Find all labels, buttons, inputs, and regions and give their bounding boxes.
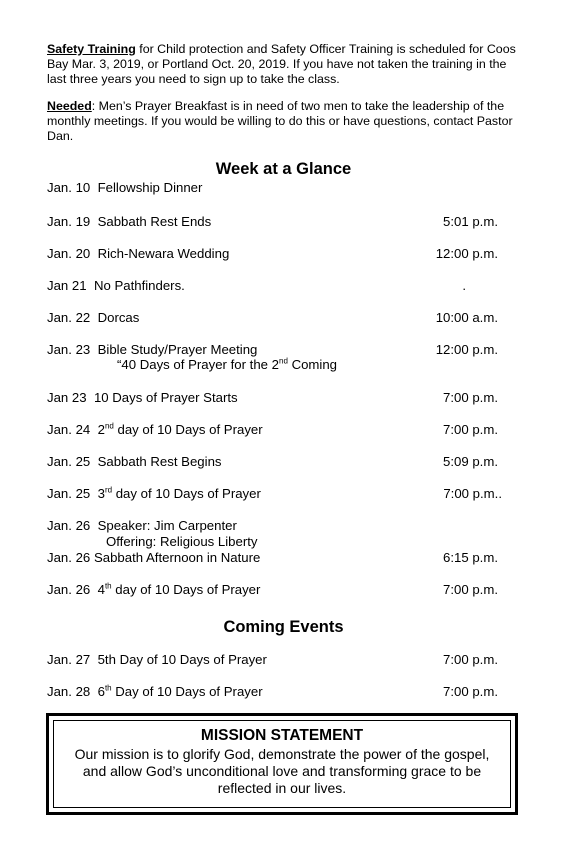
mission-statement-text: Our mission is to glorify God, demonstrate the power of the gospel, and allow God’s unconditional love and transforming grace to be reflected in our lives. xyxy=(74,746,490,796)
event-label: Jan. 20 Rich-Newara Wedding xyxy=(47,246,230,261)
event-label: Jan. 28 6th Day of 10 Days of Prayer xyxy=(47,683,263,699)
needed-text: : Men’s Prayer Breakfast is in need of two men to take the leadership of the monthly meetings. If you would be willing to do this or have questions, contact Pastor Dan. xyxy=(47,99,513,143)
event-label: Jan. 25 3rd day of 10 Days of Prayer xyxy=(47,485,261,501)
mission-statement-title: MISSION STATEMENT xyxy=(200,727,364,744)
event-label: Jan. 10 Fellowship Dinner xyxy=(47,180,203,195)
event-time: 6:15 p.m. xyxy=(443,550,498,565)
event-time: 7:00 p.m. xyxy=(443,422,498,437)
needed-notice xyxy=(47,99,517,144)
event-subtitle: “40 Days of Prayer for the 2nd Coming xyxy=(117,356,338,372)
event-label: Jan. 25 Sabbath Rest Begins xyxy=(47,454,222,469)
event-label: Jan 21 No Pathfinders. xyxy=(47,278,185,293)
event-time: 12:00 p.m. xyxy=(435,246,498,261)
event-label: Jan. 26 Speaker: Jim Carpenter xyxy=(47,518,237,533)
mission-statement-box xyxy=(46,713,518,815)
event-label: Jan. 26 4th day of 10 Days of Prayer xyxy=(47,581,261,597)
event-time: 12:00 p.m. xyxy=(435,342,498,357)
event-time: . xyxy=(462,278,466,293)
needed-heading: Needed xyxy=(47,99,92,113)
event-label: Jan 23 10 Days of Prayer Starts xyxy=(47,390,238,405)
event-time: 7:00 p.m. xyxy=(443,684,498,699)
event-time: 5:01 p.m. xyxy=(443,214,498,229)
mission-statement-inner-frame xyxy=(53,720,511,808)
event-subtitle: Offering: Religious Liberty xyxy=(106,534,258,549)
event-label: Jan. 27 5th Day of 10 Days of Prayer xyxy=(47,652,267,667)
event-time: 7:00 p.m. xyxy=(443,390,498,405)
week-at-a-glance-heading: Week at a Glance xyxy=(215,160,352,178)
safety-training-heading: Safety Training xyxy=(47,42,136,56)
event-label: Jan. 26 Sabbath Afternoon in Nature xyxy=(47,550,261,565)
event-time: 5:09 p.m. xyxy=(443,454,498,469)
event-time: 7:00 p.m.. xyxy=(443,486,502,501)
event-label: Jan. 24 2nd day of 10 Days of Prayer xyxy=(47,421,263,437)
event-time: 10:00 a.m. xyxy=(435,310,498,325)
safety-training-text: for Child protection and Safety Officer Training is scheduled for Coos Bay Mar. 3, 2019, or Portland Oct. 20, 2019. If you have not taken the training in the last three years you need to sign up to take the class. xyxy=(47,42,516,86)
event-label: Jan. 19 Sabbath Rest Ends xyxy=(47,214,212,229)
event-label: Jan. 22 Dorcas xyxy=(47,310,140,325)
safety-training-notice xyxy=(47,42,517,87)
coming-events-heading: Coming Events xyxy=(223,618,344,636)
event-label: Jan. 23 Bible Study/Prayer Meeting xyxy=(47,342,258,357)
event-time: 7:00 p.m. xyxy=(443,652,498,667)
event-time: 7:00 p.m. xyxy=(443,582,498,597)
